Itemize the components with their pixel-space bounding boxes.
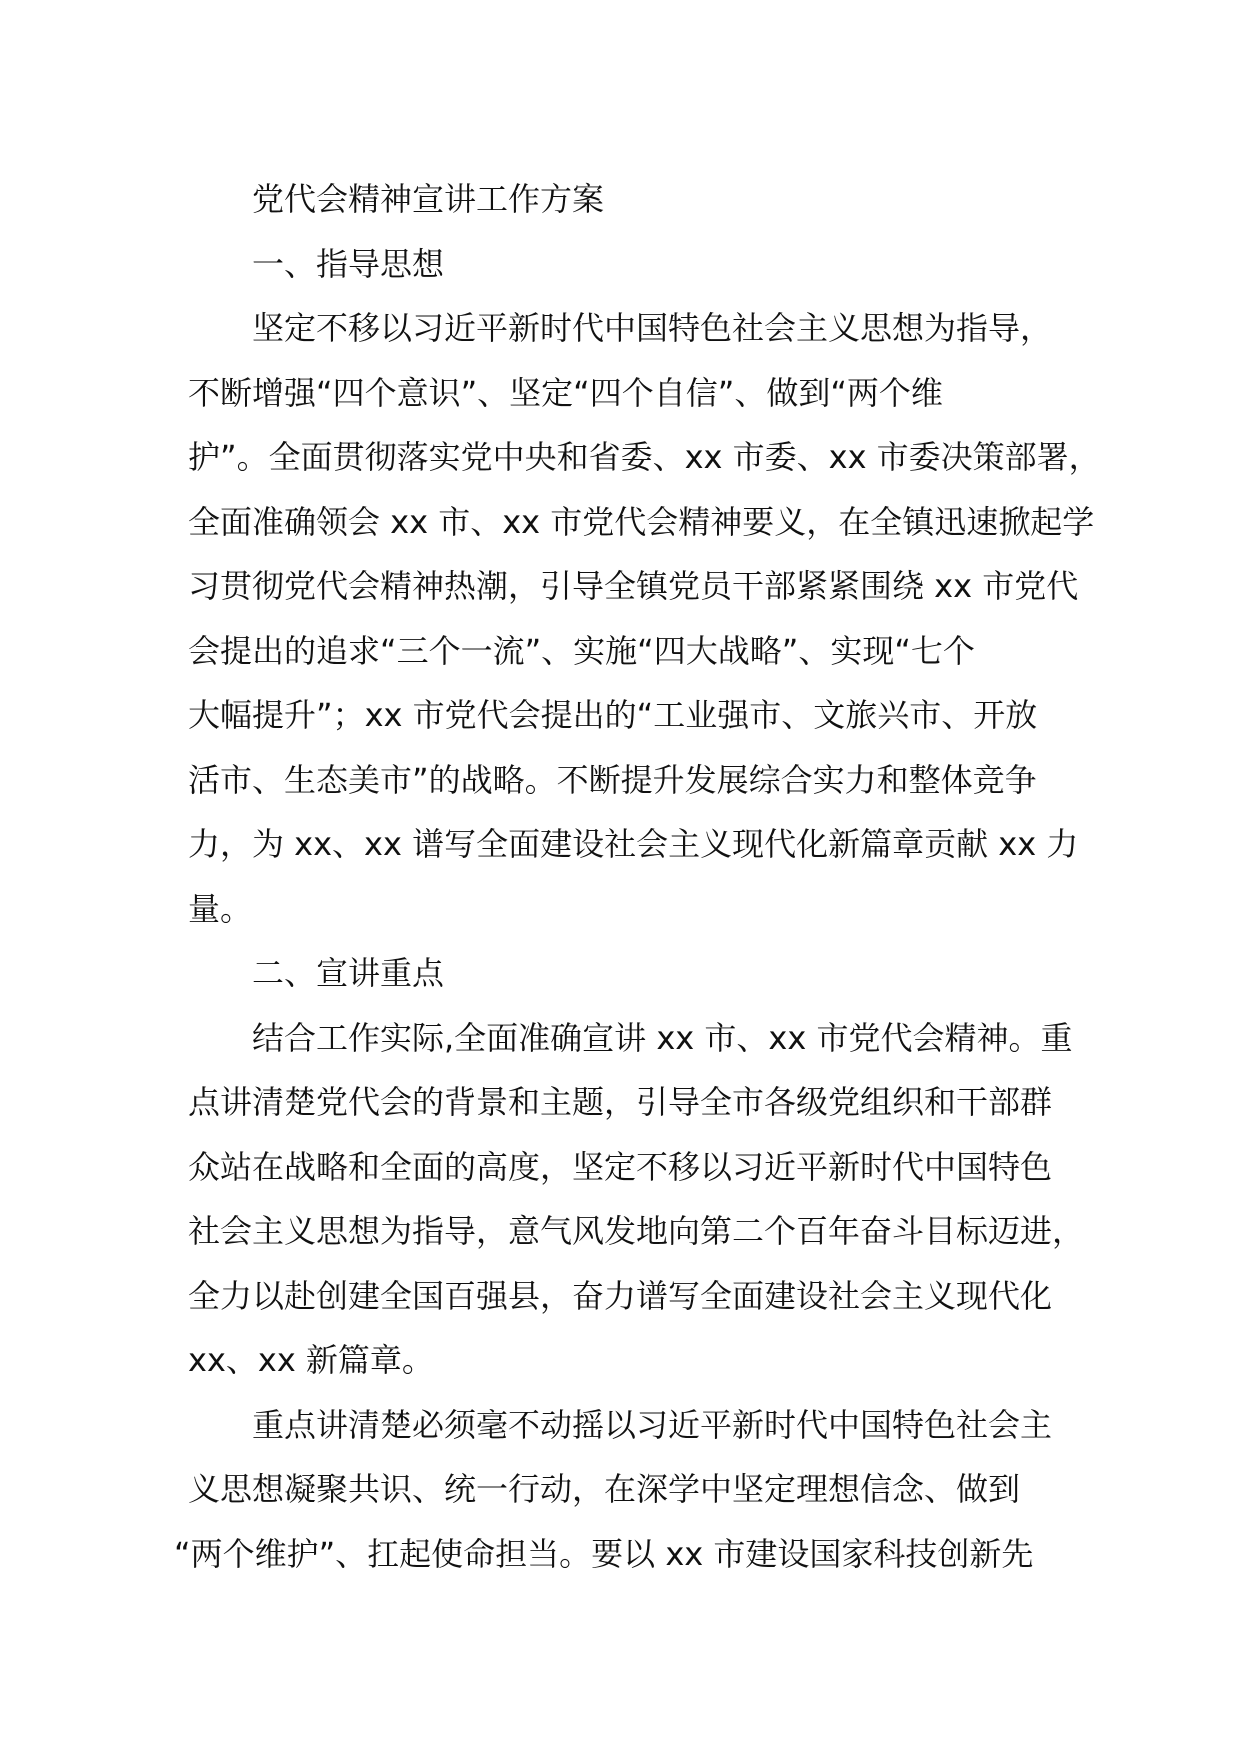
paragraph-line: 护”。全面贯彻落实党中央和省委、xx 市委、xx 市委决策部署， <box>188 438 1101 476</box>
paragraph-line: 社会主义思想为指导，意气风发地向第二个百年奋斗目标迈进， <box>188 1212 1085 1250</box>
paragraph-line: 点讲清楚党代会的背景和主题，引导全市各级党组织和干部群 <box>188 1083 1053 1121</box>
paragraph-line: 大幅提升”；xx 市党代会提出的“工业强市、文旅兴市、开放 <box>188 696 1038 734</box>
paragraph-line: 活市、生态美市”的战略。不断提升发展综合实力和整体竞争 <box>188 760 1037 799</box>
document-body <box>174 167 1101 1586</box>
paragraph-line: 众站在战略和全面的高度，坚定不移以习近平新时代中国特色 <box>188 1147 1053 1186</box>
paragraph-line: 全面准确领会 xx 市、xx 市党代会精神要义，在全镇迅速掀起学 <box>188 502 1095 541</box>
paragraph-line: 不断增强“四个意识”、坚定“四个自信”、做到“两个维 <box>188 373 943 412</box>
document-title: 党代会精神宣讲工作方案 <box>252 180 605 218</box>
paragraph-line: 重点讲清楚必须毫不动摇以习近平新时代中国特色社会主 <box>252 1405 1053 1444</box>
paragraph-line: 坚定不移以习近平新时代中国特色社会主义思想为指导， <box>252 309 1053 347</box>
paragraph-line: “两个维护”、扛起使命担当。要以 xx 市建设国家科技创新先 <box>174 1534 1034 1573</box>
paragraph-line: 结合工作实际,全面准确宣讲 xx 市、xx 市党代会精神。重 <box>252 1018 1073 1057</box>
paragraph-line: 量。 <box>188 889 253 928</box>
paragraph-line: 会提出的追求“三个一流”、实施“四大战略”、实现“七个 <box>188 631 975 670</box>
paragraph-line: 习贯彻党代会精神热潮，引导全镇党员干部紧紧围绕 xx 市党代 <box>188 567 1079 605</box>
section-heading-2: 二、宣讲重点 <box>252 954 445 992</box>
paragraph-line: 全力以赴创建全国百强县，奋力谱写全面建设社会主义现代化 <box>188 1276 1053 1315</box>
paragraph-line: 力，为 xx、xx 谱写全面建设社会主义现代化新篇章贡献 xx 力 <box>188 825 1079 863</box>
section-heading-1: 一、指导思想 <box>252 244 445 283</box>
paragraph-line: xx、xx 新篇章。 <box>188 1341 434 1379</box>
paragraph-line: 义思想凝聚共识、统一行动，在深学中坚定理想信念、做到 <box>188 1470 1021 1508</box>
